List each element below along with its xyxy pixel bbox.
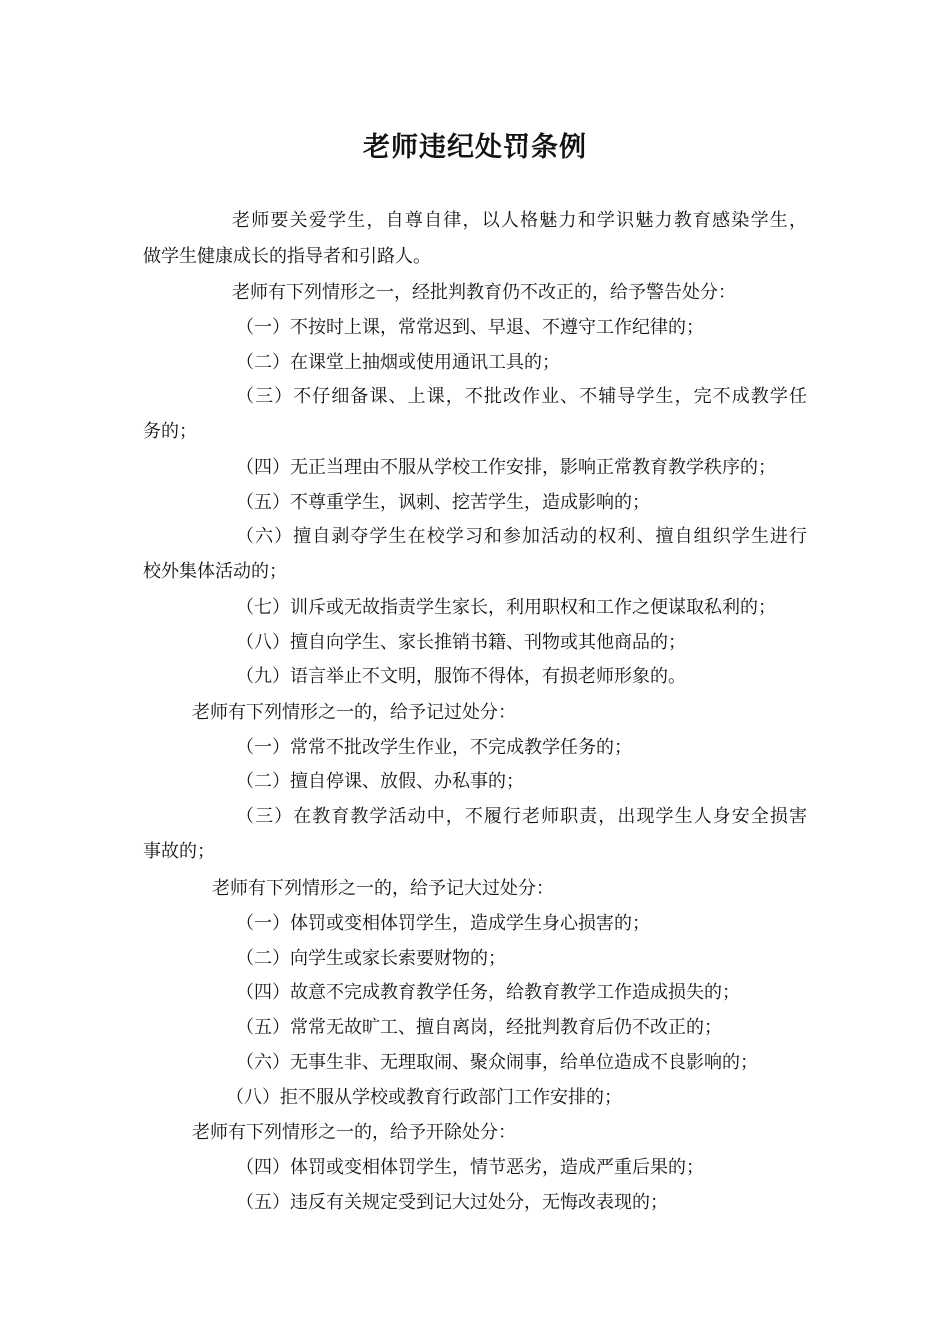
dismissal-item: （四）体罚或变相体罚学生，情节恶劣，造成严重后果的；: [236, 1157, 704, 1178]
major-demerit-item: （六）无事生非、无理取闹、聚众闹事，给单位造成不良影响的；: [236, 1052, 758, 1073]
major-demerit-item: （八）拒不服从学校或教育行政部门工作安排的；: [226, 1087, 622, 1108]
dismissal-heading: 老师有下列情形之一的，给予开除处分：: [192, 1122, 516, 1143]
major-demerit-item: （四）故意不完成教育教学任务，给教育教学工作造成损失的；: [236, 982, 740, 1003]
warning-item: （八）擅自向学生、家长推销书籍、刊物或其他商品的；: [236, 632, 686, 653]
demerit-item-continuation: 事故的；: [143, 841, 215, 862]
major-demerit-heading: 老师有下列情形之一的，给予记大过处分：: [212, 878, 554, 899]
dismissal-item: （五）违反有关规定受到记大过处分，无悔改表现的；: [236, 1192, 668, 1213]
warning-item: （九）语言举止不文明，服饰不得体，有损老师形象的。: [236, 666, 686, 687]
warning-item: （三）不仔细备课、上课，不批改作业、不辅导学生，完不成教学任: [236, 386, 807, 407]
intro-line-1: 老师要关爱学生，自尊自律，以人格魅力和学识魅力教育感染学生，: [232, 210, 807, 231]
demerit-item: （三）在教育教学活动中，不履行老师职责，出现学生人身安全损害: [236, 806, 807, 827]
major-demerit-item: （五）常常无故旷工、擅自离岗，经批判教育后仍不改正的；: [236, 1017, 722, 1038]
warning-item: （四）无正当理由不服从学校工作安排，影响正常教育教学秩序的；: [236, 457, 776, 478]
warning-item-continuation: 务的；: [143, 421, 197, 442]
demerit-heading: 老师有下列情形之一的，给予记过处分：: [192, 702, 516, 723]
warning-item: （七）训斥或无故指责学生家长，利用职权和工作之便谋取私利的；: [236, 597, 776, 618]
intro-line-2: 做学生健康成长的指导者和引路人。: [143, 246, 431, 267]
major-demerit-item: （二）向学生或家长索要财物的；: [236, 948, 506, 969]
major-demerit-item: （一）体罚或变相体罚学生，造成学生身心损害的；: [236, 913, 650, 934]
warning-item: （五）不尊重学生，讽刺、挖苦学生，造成影响的；: [236, 492, 650, 513]
document-title: 老师违纪处罚条例: [363, 132, 587, 163]
warning-item: （一）不按时上课，常常迟到、早退、不遵守工作纪律的；: [236, 317, 704, 338]
warning-item: （六）擅自剥夺学生在校学习和参加活动的权利、擅自组织学生进行: [236, 526, 807, 547]
demerit-item: （一）常常不批改学生作业，不完成教学任务的；: [236, 737, 632, 758]
warning-item-continuation: 校外集体活动的；: [143, 561, 287, 582]
warning-item: （二）在课堂上抽烟或使用通讯工具的；: [236, 352, 560, 373]
demerit-item: （二）擅自停课、放假、办私事的；: [236, 771, 524, 792]
warning-heading: 老师有下列情形之一，经批判教育仍不改正的，给予警告处分：: [232, 282, 736, 303]
